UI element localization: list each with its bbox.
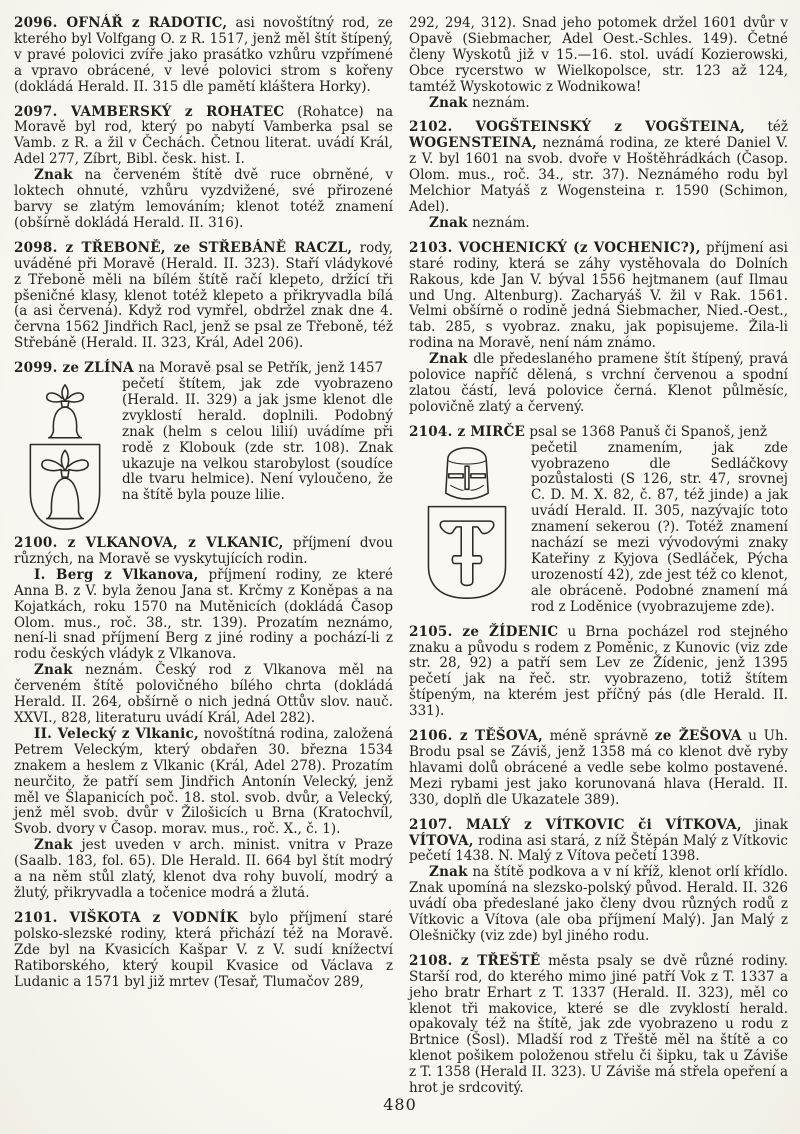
text-run: asi novoštítný rod, ze kterého byl Volfgang O. z R. 1517, jenž měl štít štípený, v pravé polovici zvíře jako prasátko vzhůru vzpřímené a vpravo obrácené, v levé polovici strom s kořeny (dokládá Herald. II. 315 dle pamětí kláštera Horky). — [14, 15, 393, 95]
entry-2098 — [14, 241, 393, 352]
paragraph — [14, 105, 393, 169]
headword: ze ŽEŠOVA — [654, 728, 742, 745]
entry-2101-continuation — [409, 16, 788, 111]
headword: 2103. VOCHENICKÝ (z VOCHENIC?), — [409, 239, 701, 256]
mirce-seal-figure — [417, 445, 517, 603]
paragraph — [409, 16, 788, 96]
paragraph — [14, 663, 393, 727]
headword: 2107. MALÝ z VÍTKOVIC či VÍTKOVA, — [409, 816, 742, 833]
text-run: rody, uváděné při Moravě (Herald. II. 323). Staří vládykové z Třeboně měli na bílém štítě račí klepeto, držící tři pšeničné klasy, klenot totéž klepeto a přikryvadla bílá (a asi červená). Když rod vymřel, obdržel znak dne 4. června 1562 Jindřich Racl, jenž se psal ze Třeboně, též Střebáně (Herald. II. 323, Král, Adel 206). — [14, 239, 394, 352]
entry-2103 — [409, 241, 788, 416]
headword: Znak — [429, 351, 468, 368]
text-run: jinak — [741, 816, 788, 833]
great-helm-tau-shield-seal-drawing — [417, 445, 517, 603]
entry-2107 — [409, 818, 788, 945]
paragraph — [14, 911, 393, 991]
text-run: města psaly se dvě různé rodiny. Starší rod, do kterého mimo jiné patří Vok z T. 1337 a jeho bratr Erhart z T. 1337 (Herald. II. 323), měl co klenot tři makovice, které se dle zvyklostí herald. opakovaly též na štítě, jak zde vyobrazeno u rodu z Brtnice (Šosl). Mladší rod z Třeště měl na štítě a co klenot pošikem položenou střelu či šipku, tak u Záviše z T. 1358 (Herald II. 323). U Záviše má střela opeření a hrot je srdcovitý. — [409, 952, 789, 1097]
paragraph — [409, 216, 788, 232]
text-run: psal se 1368 Panuš či Spanoš, jenž — [525, 423, 768, 440]
entry-2108 — [409, 954, 788, 1097]
text-run: na Moravě psal se Petřík, jenž 1457 — [133, 360, 384, 377]
zlin-seal-figure — [22, 381, 108, 533]
paragraph — [14, 536, 393, 568]
text-run: příjmení dvou různých, na Moravě se vyskytujících rodin. — [14, 535, 393, 567]
headword: Znak — [429, 214, 468, 231]
text-run: na červeném štítě dvě ruce obrněné, v loktech ohnuté, vzhůru vyzdvižené, své přirozené barvy se zlatým lemováním; klenot totéž znamení (obšírně dokládá Herald. II. 316). — [14, 167, 393, 231]
paragraph — [409, 729, 788, 809]
paragraph — [409, 425, 788, 441]
right-column — [409, 16, 788, 1097]
headword: Znak — [34, 837, 73, 854]
headword: 2100. z VLKANOVA, z VLKANIC, — [14, 535, 284, 552]
text-run: příjmení rodiny, ze které Anna B. z V. byla ženou Jana st. Krčmy z Koněpas a na Kojatkách, roku 1570 na Mutěnicích (dokládá Časop Olom. mus., roč. 38., str. 139). Prozatím neznámo, není-li snad příjmení Berg z jiné rodiny a pochází-li z rodu českých vládyk z Vlkanova. — [14, 566, 393, 663]
text-run: neznám. Český rod z Vlkanova měl na červeném štítě polovičného bílého chrta (dokládá Herald. II. 264, obšírně o nich jedná Ottův slov. nauč. XXVI., 828, literaturu uvádí Král, Adel 282). — [14, 662, 393, 726]
headword: WOGENSTEINA, — [409, 135, 537, 152]
paragraph — [409, 954, 788, 1097]
headword: Znak — [34, 167, 73, 184]
paragraph — [409, 625, 788, 720]
text-run: neznám. — [467, 94, 530, 111]
headword: 2105. ze ŽÍDENIC — [409, 623, 559, 640]
entry-2099 — [14, 361, 393, 504]
entry-2101 — [14, 911, 393, 991]
entry-2096 — [14, 16, 393, 96]
paragraph — [409, 120, 788, 215]
headword: 2099. ze ZLÍNA — [14, 360, 134, 377]
paragraph — [409, 241, 788, 352]
text-run: na štítě podkova a v ní kříž, klenot orlí křídlo. Znak upomíná na slezsko-polský původ. Herald. II. 326 uvádí oba předeslané jako členy dvou různých rodů z Vítkovic a Vítova (ale oba příjmení Malý). Jan Malý z Olešničky (viz zde) byl jiného rodu. — [409, 864, 788, 944]
left-column — [14, 16, 393, 1097]
text-run: (Rohatce) na Moravě byl rod, který po nabytí Vamberka psal se Vamb. z R. a žil v Čechách. Četnou literat. uvádí Král, Adel 277, Zíbrt, Bibl. česk. hist. I. — [14, 103, 393, 168]
text-run: bylo příjmení staré polsko-slezské rodiny, která přichází též na Moravě. Zde byl na Kvasicích Kašpar V. z V. sudí knížectví Ratiborského, který koupil Kvasice od Václava z Ludanic a 1571 byl již mrtev (Tesař, Tlumačov 289, — [14, 909, 393, 990]
headword: I. Berg z Vlkanova, — [34, 566, 199, 583]
text-run: dle předeslaného pramene štít štípený, pravá polovice napříč dělená, s vrchní červenou a spodní zlatou částí, levá polovice černá. Klenot půlměsíc, polovičně zlatý a červený. — [409, 351, 788, 415]
paragraph — [409, 352, 788, 416]
paragraph — [14, 241, 393, 352]
bell-helmet-fleur-de-lis-seal-drawing — [22, 381, 108, 533]
text-run: méně správně — [543, 728, 655, 745]
entry-2102 — [409, 120, 788, 231]
text-run: u Brna pocházel rod stejného znaku a původu s rodem z Poměnic, z Kunovic (viz zde str. 28, 92) a patří sem Lev ze Žídenic, jenž 1395 pečetí jak na řeč. str. vyobrazeno, totiž štítem štípeným, na kterém jest příčný pás (dle Herald. II. 331). — [409, 623, 788, 720]
paragraph — [14, 838, 393, 902]
two-column-text-area — [14, 16, 788, 1097]
paragraph — [14, 727, 393, 838]
headword: 2097. VAMBERSKÝ z ROHATEC — [14, 103, 285, 120]
paragraph — [14, 361, 393, 377]
text-run: rodina asi stará, z níž Štěpán Malý z Vítkovic pečetí 1438. N. Malý z Vítova pečetí 1398. — [409, 832, 788, 865]
headword: 2104. z MIRČE — [409, 423, 526, 440]
paragraph — [409, 865, 788, 945]
paragraph — [14, 16, 393, 96]
headword: 2098. z TŘEBONĚ, ze STŘEBÁNĚ RACZL, — [14, 239, 353, 256]
entry-2106 — [409, 729, 788, 809]
headword: 2101. VIŠKOTA z VODNÍK — [14, 909, 239, 926]
entry-2097 — [14, 105, 393, 232]
headword: Znak — [429, 94, 468, 111]
text-run: 292, 294, 312). Snad jeho potomek držel 1601 dvůr v Opavě (Siebmacher, Adel Oest.-Schles. 149). Četné členy Wyskotů již v 15.—16. stol. uvádí Kozierowski, Obce rycerstwo w Wielkopolsce, str. 123 až 124, tamtéž Wyskotowic z Wodnikowa! — [409, 15, 788, 95]
headword: 2106. z TĚŠOVA, — [409, 728, 543, 745]
text-run: příjmení asi staré rodiny, která se záhy vystěhovala do Dolních Rakous, kde Jan V. býval 1556 hejtmanem (auf Ilmau und Ung. Altenburg). Zacharyáš V. žil v Rak. 1561. Velmi obšírně o rodině jedná Siebmacher, Nied.-Oest., tab. 285, s vyobraz. znaku, jak popisujeme. Žila-li rodina na Moravě, není nám známo. — [409, 239, 788, 352]
headword: Znak — [34, 662, 73, 679]
headword: VÍTOVA, — [409, 832, 474, 849]
headword: Znak — [429, 864, 468, 881]
page-number: 480 — [383, 1095, 417, 1114]
headword: 2102. VOGŠTEINSKÝ z VOGŠTEINA, — [409, 119, 746, 136]
text-run: též — [745, 119, 788, 136]
text-run: neznám. — [467, 214, 530, 231]
headword: II. Velecký z Vlkanic, — [34, 725, 199, 742]
paragraph — [14, 168, 393, 232]
paragraph — [409, 96, 788, 112]
text-run: pečetil znamením, jak zde vyobrazeno dle Sedláčkovy pozůstalosti (S 126, str. 47, srovnej C. D. M. X. 82, č. 87, též jinde) a jak uvádí Herald. II. 305, nazývajíc toto znamení sekerou (?). Totéž znamení nachází se mezi vývodovými znaky Kateřiny z Kyjova (Sedláček, Pýcha urozeností 42), zde jest též co klenot, ale obráceně. Podobné znamení má rod z Loděnice (vyobrazujeme zde). — [531, 439, 788, 615]
entry-2100 — [14, 536, 393, 902]
headword: 2096. OFNÁŘ z RADOTIC, — [14, 15, 228, 31]
text-run: jest uveden v arch. minist. vnitra v Praze (Saalb. 183, fol. 65). Dle Herald. II. 664 byl štít modrý a na něm stůl zlatý, klenot dva rohy buvolí, modrý a žlutý, přikryvadla a točenice modrá a žlutá. — [14, 837, 393, 901]
text-run: novoštítná rodina, založená Petrem Veleckým, který obdařen 30. března 1534 znakem a heslem z Vlkanic (Král, Adel 278). Prozatím neurčito, že patří sem Jindřich Antonín Velecký, jenž měl ve Šlapanicích poč. 18. stol. svob. dvůr, a Velecký, jenž měl svob. dvůr v Žilošicích u Brna (Kratochvíl, Svob. dvory v Časop. morav. mus., roč. X., č. 1). — [14, 725, 393, 838]
text-run: u Uh. Brodu psal se Záviš, jenž 1358 má co klenot dvě ryby hlavami dolů obrácené a vedle sebe kolmo postavené. Mezi rybami jest jako korunovaná hlava (Herald. II. 330, doplň dle Ukazatele 389). — [409, 728, 788, 808]
paragraph — [14, 568, 393, 663]
entry-2104 — [409, 425, 788, 616]
text-run: neznámá rodina, ze které Daniel V. z V. byl 1601 na svob. dvoře v Hoštěhrádkách (Časop. Olom. mus., roč. 34., str. 37). Neznámého rodu byl Melchior Matyáš z Wogensteina r. 1590 (Schimon, Adel). — [409, 135, 788, 215]
paragraph — [409, 818, 788, 866]
entry-2105 — [409, 625, 788, 720]
headword: 2108. z TŘEŠTĚ — [409, 952, 541, 969]
text-run: pečetí štítem, jak zde vyobrazeno (Herald. II. 329) a jak jsme klenot dle zvyklostí herald. doplnili. Podobný znak (helm s celou lilií) uvádíme při rodě z Klobouk (zde str. 108). Znak ukazuje na velkou starobylost (soudíce dle tvaru helmice). Není vyloučeno, že na štítě byla pouze lilie. — [122, 376, 393, 504]
